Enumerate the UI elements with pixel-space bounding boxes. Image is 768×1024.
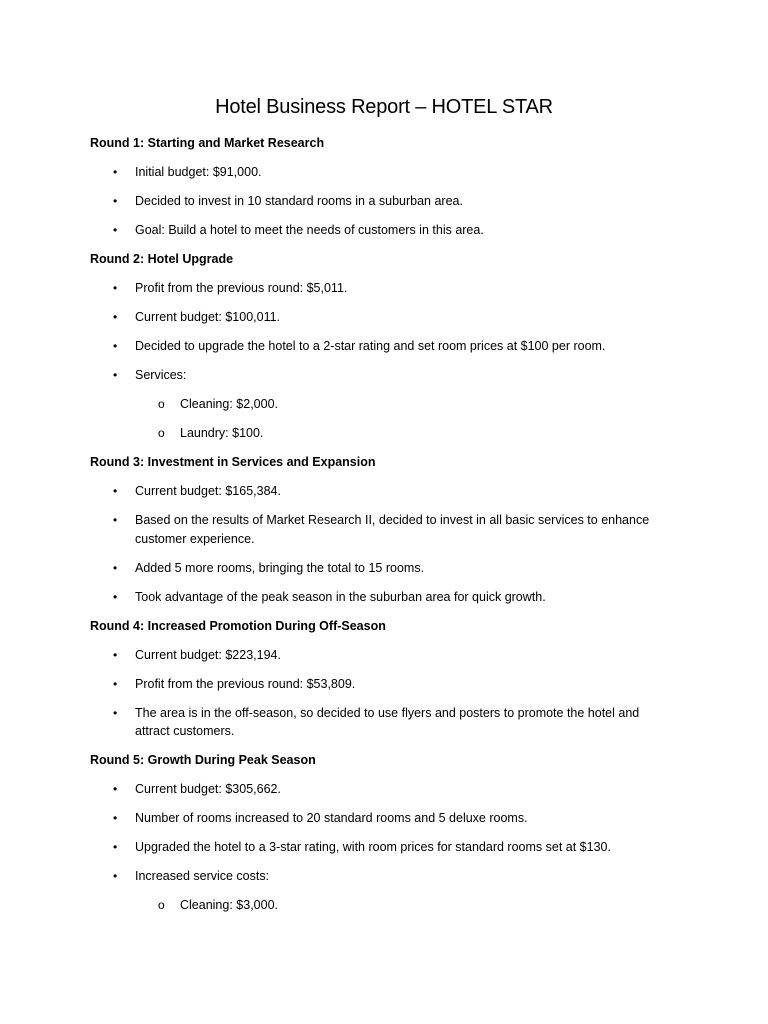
sub-bullet-item: [90, 395, 670, 414]
bullet-icon: •: [113, 560, 118, 575]
bullet-list: [90, 279, 670, 443]
bullet-item: [90, 780, 670, 799]
bullet-item: [90, 704, 670, 741]
bullet-text: Upgraded the hotel to a 3-star rating, with room prices for standard rooms set at $130.: [135, 840, 611, 854]
bullet-text: Took advantage of the peak season in the suburban area for quick growth.: [135, 589, 546, 604]
bullet-icon: •: [113, 676, 118, 691]
bullet-text: Based on the results of Market Research II, decided to invest in all basic services to enhance customer experience.: [135, 513, 650, 546]
bullet-text: Current budget: $165,384.: [135, 484, 281, 498]
bullet-icon: •: [113, 223, 118, 237]
bullet-icon: •: [113, 310, 118, 324]
bullet-icon: •: [113, 811, 118, 825]
bullet-text: Profit from the previous round: $53,809.: [135, 676, 356, 691]
bullet-icon: •: [113, 705, 118, 720]
sub-bullet-icon: o: [158, 426, 165, 440]
bullet-list: [90, 163, 670, 240]
sub-bullet-text: Cleaning: $2,000.: [180, 397, 278, 411]
bullet-icon: •: [113, 339, 118, 353]
report-section: [90, 453, 670, 606]
document-body: [90, 134, 670, 925]
bullet-text: Number of rooms increased to 20 standard rooms and 5 deluxe rooms.: [135, 811, 528, 825]
bullet-item: [90, 809, 670, 828]
sub-bullet-icon: o: [158, 397, 165, 411]
bullet-icon: •: [113, 513, 118, 527]
section-heading: Round 2: Hotel Upgrade: [90, 252, 234, 266]
section-heading: Round 5: Growth During Peak Season: [90, 753, 316, 767]
report-section: [90, 751, 670, 915]
bullet-item: [90, 646, 670, 665]
sub-bullet-text: Laundry: $100.: [180, 426, 264, 440]
bullet-list: [90, 646, 670, 741]
section-heading: Round 4: Increased Promotion During Off-Season: [90, 618, 386, 633]
bullet-item: [90, 675, 670, 694]
section-heading: Round 1: Starting and Market Research: [90, 136, 325, 150]
bullet-icon: •: [113, 165, 118, 179]
bullet-item: [90, 308, 670, 327]
bullet-icon: •: [113, 589, 118, 604]
sub-bullet-text: Cleaning: $3,000.: [180, 898, 278, 912]
bullet-item: [90, 337, 670, 356]
bullet-item: [90, 279, 670, 298]
bullet-list: [90, 780, 670, 915]
bullet-text: Profit from the previous round: $5,011.: [135, 281, 348, 295]
bullet-item: [90, 559, 670, 578]
bullet-item: [90, 163, 670, 182]
sub-bullet-list: [90, 896, 670, 915]
bullet-item: [90, 192, 670, 211]
sub-bullet-list: [90, 395, 670, 443]
bullet-icon: •: [113, 647, 118, 662]
bullet-item: [90, 366, 670, 443]
sub-bullet-item: [90, 896, 670, 915]
bullet-text: Added 5 more rooms, bringing the total to 15 rooms.: [135, 560, 425, 575]
bullet-text: Current budget: $223,194.: [135, 647, 281, 662]
bullet-text: Goal: Build a hotel to meet the needs of customers in this area.: [135, 223, 484, 237]
sub-bullet-icon: o: [158, 898, 165, 912]
bullet-item: [90, 482, 670, 501]
bullet-icon: •: [113, 368, 118, 382]
sub-bullet-item: [90, 424, 670, 443]
bullet-item: [90, 511, 670, 548]
bullet-item: [90, 588, 670, 607]
bullet-icon: •: [113, 281, 118, 295]
bullet-text: Current budget: $100,011.: [135, 310, 281, 324]
report-section: [90, 617, 670, 741]
bullet-text: The area is in the off-season, so decided to use flyers and posters to promote the hotel and attract customers.: [135, 705, 640, 738]
report-section: [90, 134, 670, 240]
bullet-icon: •: [113, 484, 118, 498]
bullet-text: Decided to upgrade the hotel to a 2-star rating and set room prices at $100 per room.: [135, 339, 606, 353]
bullet-icon: •: [113, 782, 118, 796]
bullet-text: Initial budget: $91,000.: [135, 165, 262, 179]
bullet-item: [90, 867, 670, 915]
report-section: [90, 250, 670, 443]
bullet-icon: •: [113, 840, 118, 854]
section-heading: Round 3: Investment in Services and Expansion: [90, 455, 376, 469]
bullet-text: Services:: [135, 368, 187, 382]
bullet-list: [90, 482, 670, 606]
bullet-text: Current budget: $305,662.: [135, 782, 281, 796]
bullet-icon: •: [113, 869, 118, 883]
bullet-item: [90, 221, 670, 240]
bullet-text: Increased service costs:: [135, 869, 270, 883]
document-title: Hotel Business Report – HOTEL STAR: [215, 96, 553, 118]
bullet-item: [90, 838, 670, 857]
bullet-icon: •: [113, 194, 118, 208]
bullet-text: Decided to invest in 10 standard rooms in a suburban area.: [135, 194, 463, 208]
